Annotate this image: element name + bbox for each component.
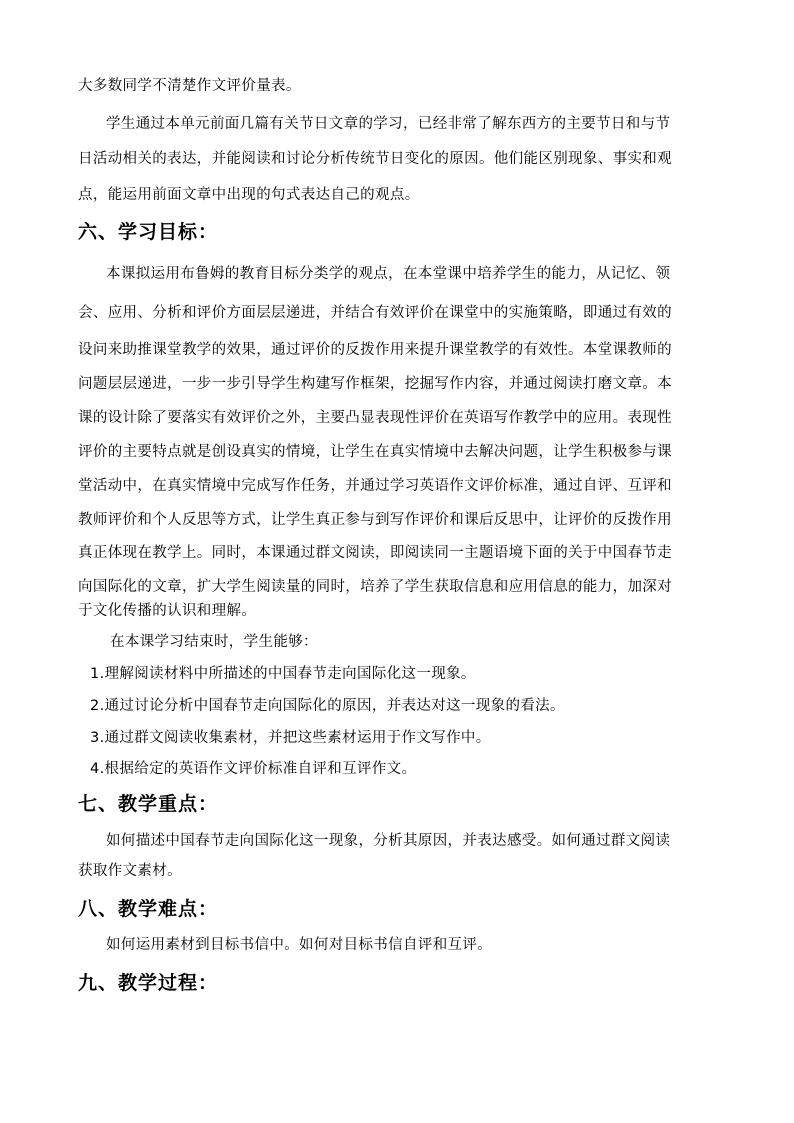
objective-item: 2.通过讨论分析中国春节走向国际化的原因，并表达对这一现象的看法。 — [90, 698, 565, 714]
objectives-paragraph-line: 问题层层递进，一步一步引导学生构建写作框架，挖掘写作内容，并通过阅读打磨文章。本 — [78, 376, 672, 392]
objectives-paragraph-line: 本课拟运用布鲁姆的教育目标分类学的观点，在本堂课中培养学生的能力，从记忆、领 — [106, 266, 671, 282]
objectives-lead: 在本课学习结束时，学生能够： — [110, 634, 318, 650]
objective-item: 4.根据给定的英语作文评价标准自评和互评作文。 — [90, 761, 417, 777]
objectives-paragraph-line: 教师评价和个人反思等方式，让学生真正参与到写作评价和课后反思中，让评价的反拨作用 — [78, 512, 672, 528]
objectives-paragraph-line: 评价的主要特点就是创设真实的情境，让学生在真实情境中去解决问题，让学生积极参与课 — [78, 444, 672, 460]
objectives-paragraph-line: 课的设计除了要落实有效评价之外，主要凸显表现性评价在英语写作教学中的应用。表现性 — [78, 410, 672, 426]
section-heading-difficulties: 八、教学难点： — [78, 898, 219, 920]
intro-line: 点，能运用前面文章中出现的句式表达自己的观点。 — [78, 187, 420, 203]
objectives-paragraph-line: 设问来助推课堂教学的效果，通过评价的反拨作用来提升课堂教学的有效性。本堂课教师的 — [78, 342, 672, 358]
section-heading-objectives: 六、学习目标： — [78, 221, 219, 243]
objective-item: 1.理解阅读材料中所描述的中国春节走向国际化这一现象。 — [90, 666, 476, 682]
objectives-paragraph-line: 堂活动中，在真实情境中完成写作任务，并通过学习英语作文评价标准，通过自评、互评和 — [78, 478, 672, 494]
key-points-line: 如何描述中国春节走向国际化这一现象，分析其原因，并表达感受。如何通过群文阅读 — [106, 833, 671, 849]
objectives-paragraph-line: 真正体现在教学上。同时，本课通过群文阅读，即阅读同一主题语境下面的关于中国春节走 — [78, 545, 672, 561]
objectives-paragraph-line: 于文化传播的认识和理解。 — [78, 603, 257, 619]
objective-item: 3.通过群文阅读收集素材，并把这些素材运用于作文写作中。 — [90, 730, 491, 746]
key-points-line: 获取作文素材。 — [78, 863, 182, 879]
section-heading-process: 九、教学过程： — [78, 972, 219, 994]
intro-line: 学生通过本单元前面几篇有关节日文章的学习，已经非常了解东西方的主要节日和与节 — [106, 116, 671, 132]
intro-line: 日活动相关的表达，并能阅读和讨论分析传统节日变化的原因。他们能区别现象、事实和观 — [78, 151, 672, 167]
objectives-paragraph-line: 向国际化的文章，扩大学生阅读量的同时，培养了学生获取信息和应用信息的能力，加深对 — [78, 579, 672, 595]
intro-line: 大多数同学不清楚作文评价量表。 — [78, 78, 301, 94]
objectives-paragraph-line: 会、应用、分析和评价方面层层递进，并结合有效评价在课堂中的实施策略，即通过有效的 — [78, 305, 672, 321]
section-heading-key-points: 七、教学重点： — [78, 793, 219, 815]
difficulties-line: 如何运用素材到目标书信中。如何对目标书信自评和互评。 — [106, 937, 493, 953]
